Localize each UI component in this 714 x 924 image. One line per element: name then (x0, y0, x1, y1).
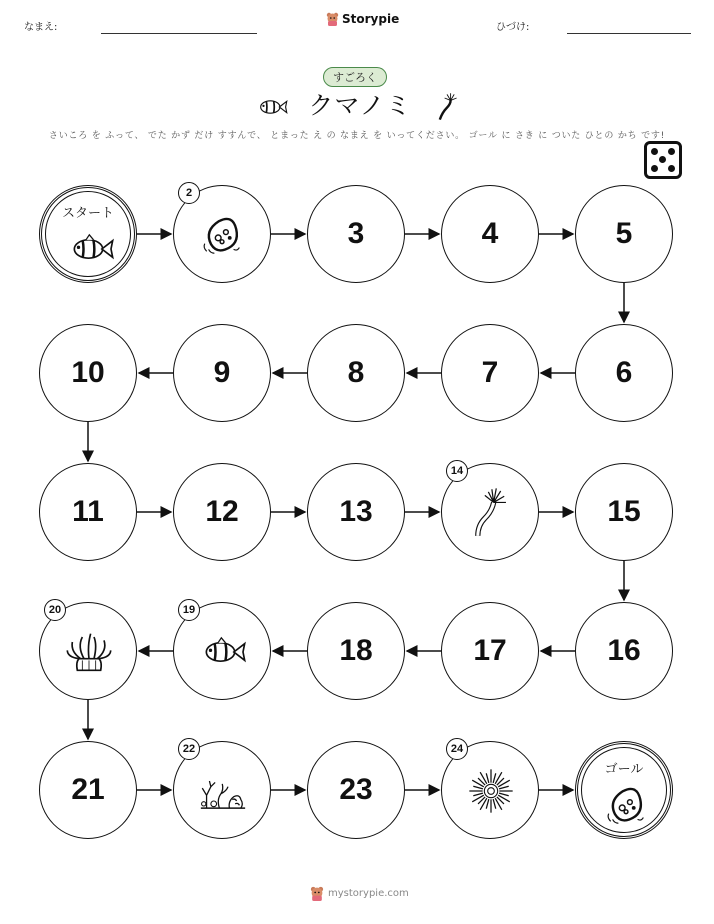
space-number-badge: 2 (178, 182, 200, 204)
goal-space (575, 741, 673, 839)
board-space-11 (39, 463, 137, 561)
name-label: なまえ: (24, 22, 58, 33)
space-number: 16 (607, 634, 641, 667)
space-number: 5 (615, 217, 633, 250)
space-number: 23 (339, 773, 373, 806)
space-number: 3 (347, 217, 365, 250)
start-space (39, 185, 137, 283)
plankton-icon (198, 210, 248, 260)
footer (310, 886, 409, 901)
space-number: 4 (481, 217, 499, 250)
board-space-14 (441, 463, 539, 561)
clownfish-icon (66, 224, 116, 274)
board-space-16 (575, 602, 673, 700)
space-number: 11 (72, 495, 104, 528)
board-space-7 (441, 324, 539, 422)
board-space-8 (307, 324, 405, 422)
tube-anemone-icon (466, 488, 516, 538)
board-space-20 (39, 602, 137, 700)
space-number: 7 (481, 356, 499, 389)
date-label: ひづけ: (496, 22, 530, 33)
board-space-12 (173, 463, 271, 561)
instructions-text: さいころ を ふって、 でた かず だけ すすんで、 とまった え の なまえ を いってください。 ゴール に さき に ついた ひとの かち です! (48, 131, 666, 141)
board-space-9 (173, 324, 271, 422)
space-number-badge: 24 (446, 738, 468, 760)
space-number: 17 (473, 634, 507, 667)
board-space-4 (441, 185, 539, 283)
space-number: 8 (347, 356, 365, 389)
game-type-tag: すごろく (323, 67, 387, 87)
space-number: 12 (205, 495, 239, 528)
board-space-13 (307, 463, 405, 561)
title-text: クマノミ (308, 91, 412, 120)
board-space-6 (575, 324, 673, 422)
space-number-badge: 14 (446, 460, 468, 482)
space-number-badge: 19 (178, 599, 200, 621)
space-number: 10 (71, 356, 105, 389)
space-number: 13 (339, 495, 373, 528)
footer-site: mystorypie.com (328, 888, 409, 899)
board-space-2 (173, 185, 271, 283)
board-space-5 (575, 185, 673, 283)
sea-anemone-icon (64, 627, 114, 677)
space-number-badge: 20 (44, 599, 66, 621)
board-space-21 (39, 741, 137, 839)
flower-anemone-icon (466, 766, 516, 816)
brand-name: Storypie (342, 12, 400, 26)
space-number: 9 (213, 356, 231, 389)
board-space-19 (173, 602, 271, 700)
space-number: 6 (615, 356, 633, 389)
board-space-18 (307, 602, 405, 700)
board-space-17 (441, 602, 539, 700)
board-space-22 (173, 741, 271, 839)
goal-label: ゴール (604, 762, 644, 777)
space-number-badge: 22 (178, 738, 200, 760)
bear-mascot-icon (310, 886, 324, 901)
board-space-3 (307, 185, 405, 283)
space-number: 15 (607, 495, 641, 528)
space-number: 21 (71, 773, 105, 806)
board-space-23 (307, 741, 405, 839)
plankton-icon (602, 780, 652, 830)
start-label: スタート (61, 206, 114, 221)
board-space-10 (39, 324, 137, 422)
board-space-24 (441, 741, 539, 839)
coral-icon (198, 766, 248, 816)
space-number: 18 (339, 634, 373, 667)
clownfish-icon (198, 627, 248, 677)
board-space-15 (575, 463, 673, 561)
